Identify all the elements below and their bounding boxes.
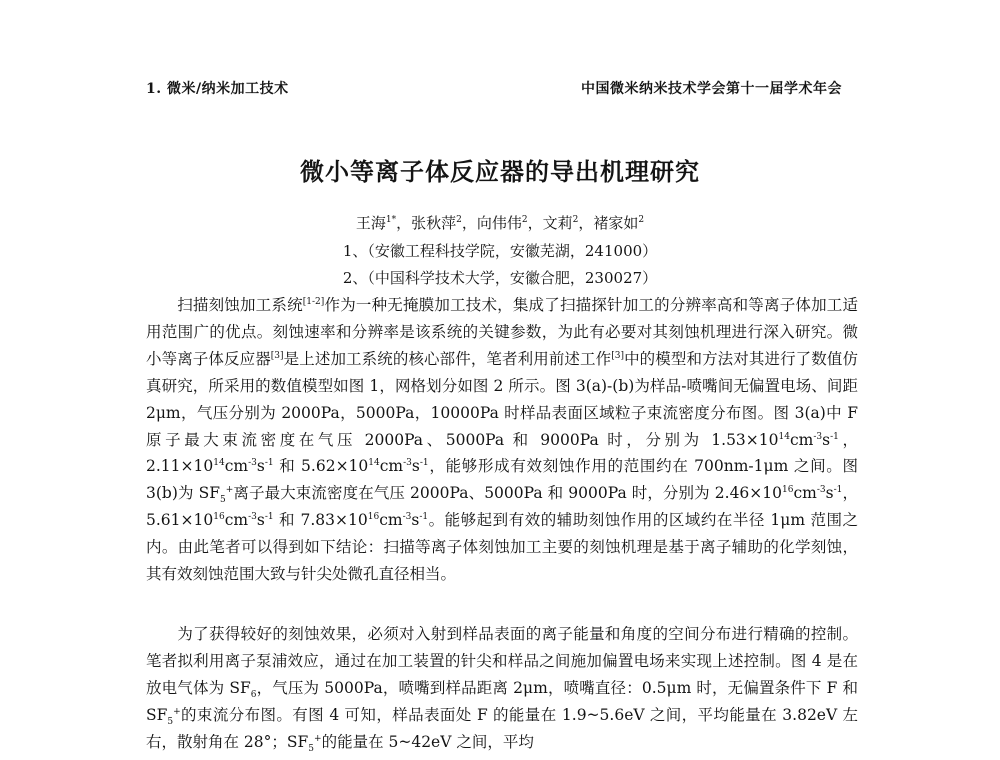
superscript: + — [225, 485, 234, 496]
exponent: -3 — [402, 512, 412, 523]
exponent: -3 — [813, 431, 823, 442]
exponent: 14 — [368, 458, 380, 469]
paragraph-text: 和 7.83×10 — [273, 511, 368, 530]
author-separator: ， — [396, 214, 412, 232]
paragraph-text: 扫描刻蚀加工系统 — [177, 296, 303, 314]
affiliation-1: 1、（安徽工程科技学院，安徽芜湖，241000） — [342, 242, 658, 260]
unit-text: cm — [379, 511, 403, 530]
paragraph-text: 中的模型和方法对其进行了数值仿真研究，所采用的数值模型如图 1，网格划分如图 2 所示。图 3(a)-(b)为样品-喷嘴间无偏置电场、间距 2μm，气压分别为 2000Pa，5000Pa，10000Pa 时样品表面区域粒子束流密度分布图。图 3(a)中 F 原子最大束流密度在气压 2000Pa、5000Pa 和 9000Pa 时，分别为 1.53×10 — [146, 349, 858, 449]
exponent: -1 — [419, 512, 429, 523]
author-affiliation-mark: 2 — [572, 215, 579, 225]
exponent: -1 — [264, 458, 274, 469]
subscript: 5 — [220, 495, 226, 506]
exponent: 14 — [778, 431, 790, 442]
paragraph-text: 的能量在 5~42eV 之间，平均 — [321, 732, 534, 751]
citation-ref: [1-2] — [302, 296, 325, 307]
paragraph-text: ，气压为 5000Pa，喷嘴到样品距离 2μm，喷嘴直径：0.5μm 时，无偏置条件下 F 和 SF — [146, 678, 858, 724]
exponent: -3 — [248, 458, 257, 469]
author-separator: ， — [527, 214, 543, 232]
paragraph-text: 是上述加工系统的核心部件，笔者利用前述工作 — [283, 349, 612, 368]
paragraph-text: 的束流分布图。有图 4 可知，样品表面处 F 的能量在 1.9~5.6eV 之间，平均能量在 3.82eV 左右，散射角在 28°；SF — [146, 705, 858, 751]
exponent: 14 — [213, 458, 225, 469]
author-list — [0, 212, 1000, 233]
unit-text: s — [411, 511, 420, 530]
paragraph-text: 为了获得较好的刻蚀效果，必须对入射到样品表面的离子能量和角度的空间分布进行精确的控制。笔者拟利用离子泵浦效应，通过在加工装置的针尖和样品之间施加偏置电场来实现上述控制。图 4 是在放电气体为 SF — [146, 625, 858, 697]
exponent: -1 — [833, 485, 843, 496]
unit-text: s — [822, 430, 831, 449]
exponent: -1 — [830, 431, 839, 442]
author-name: 褚家如 — [593, 214, 639, 232]
author-name: 王海 — [355, 214, 386, 232]
unit-text: s — [825, 484, 834, 503]
unit-text: s — [256, 511, 265, 530]
exponent: -3 — [403, 458, 412, 469]
unit-text: s — [411, 457, 420, 476]
subscript: 5 — [167, 716, 174, 727]
conference-name: 中国微米纳米技术学会第十一届学术年会 — [581, 81, 842, 97]
subscript: 5 — [308, 743, 315, 754]
body-paragraph-2 — [146, 621, 858, 756]
exponent: -3 — [248, 512, 257, 523]
citation-ref: [3] — [270, 350, 284, 361]
paragraph-text: 作为一种无掩膜加工技术，集成了扫描探针加工的分辨率高和等离子体加工适用范围广的优点。刻蚀速率和分辨率是该系统的关键参数，为此有必要对其刻蚀机理进行深入研究。微小等离子体反应器 — [146, 296, 858, 368]
citation-ref: [3] — [611, 350, 624, 361]
exponent: -1 — [264, 512, 274, 523]
paragraph-text: ， 2.11×10 — [146, 430, 858, 476]
paragraph-text: 离子最大束流密度在气压 2000Pa、5000Pa 和 9000Pa 时，分别为 2.46×10 — [233, 484, 782, 503]
exponent: 16 — [367, 512, 380, 523]
author-separator: ， — [461, 214, 477, 232]
author-affiliation-mark: 2 — [638, 215, 645, 225]
exponent: -1 — [419, 458, 429, 469]
paper-title: 微小等离子体反应器的导出机理研究 — [300, 158, 700, 186]
author-affiliation-mark: 1* — [385, 215, 397, 225]
exponent: -3 — [816, 485, 826, 496]
author-name: 张秋萍 — [411, 214, 457, 232]
author-affiliation-mark: 2 — [456, 215, 462, 225]
subscript: 6 — [250, 689, 257, 700]
exponent: 16 — [213, 512, 225, 523]
unit-text: cm — [789, 430, 814, 449]
unit-text: cm — [379, 457, 404, 476]
paragraph-text: 和 5.62×10 — [273, 457, 369, 476]
author-separator: ， — [578, 214, 594, 232]
affiliation-2: 2、（中国科学技术大学，安徽合肥，230027） — [342, 269, 658, 287]
paragraph-text: ，能够形成有效刻蚀作用的范围约在 700nm-1μm 之间。图 3(b)为 SF — [146, 457, 858, 503]
exponent: 16 — [782, 485, 794, 496]
paragraph-text: 。能够起到有效的辅助刻蚀作用的区域约在半径 1μm 范围之内。由此笔者可以得到如下结论：扫描等离子体刻蚀加工主要的刻蚀机理是基于离子辅助的化学刻蚀，其有效刻蚀范围大致与针尖处微孔直径相当。 — [146, 511, 858, 584]
author-affiliation-mark: 2 — [521, 215, 528, 225]
unit-text: cm — [224, 511, 249, 530]
unit-text: s — [256, 457, 265, 476]
section-label: 1. 微米/纳米加工技术 — [146, 81, 289, 97]
paragraph-text: ，5.61×10 — [146, 484, 858, 530]
author-name: 向伟伟 — [476, 214, 522, 232]
superscript: + — [314, 733, 322, 744]
author-name: 文莉 — [542, 214, 573, 232]
body-paragraph-1 — [146, 292, 858, 588]
unit-text: cm — [224, 457, 249, 476]
superscript: + — [173, 706, 181, 717]
unit-text: cm — [793, 484, 817, 503]
